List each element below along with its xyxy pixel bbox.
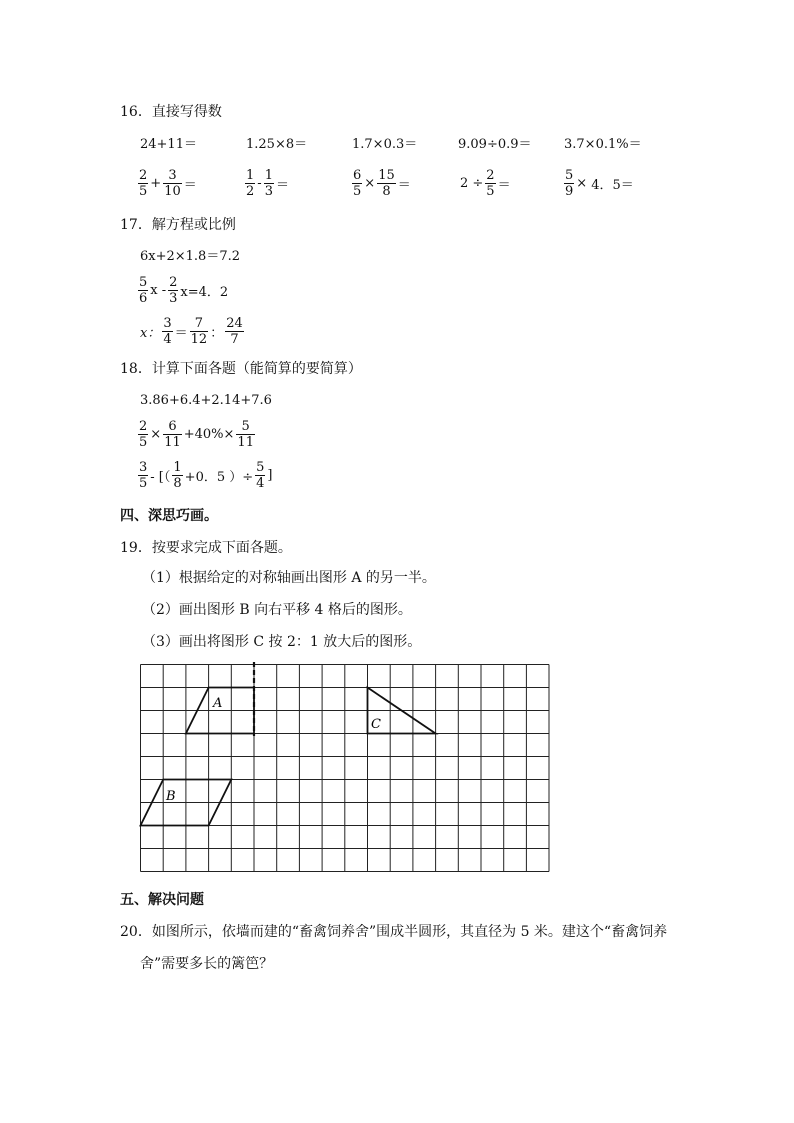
q20-line-1: 20．如图所示，依墙而建的“畜禽饲养舍”围成半圆形，其直径为 5 米。建这个“畜禽饲养 (120, 924, 668, 940)
fraction: $\frac{1}{2}$ (246, 168, 255, 199)
q18-e1: 3.86+6.4+2.14+7.6 (140, 393, 272, 408)
fraction: $\frac{6}{11}$ (164, 419, 181, 450)
q16-r1-c5: 3.7×0.1%＝ (564, 137, 642, 152)
fraction: $\frac{5}{6}$ (139, 275, 148, 306)
q16-r1-c4: 9.09÷0.9＝ (458, 137, 532, 152)
fraction: $\frac{5}{4}$ (256, 460, 265, 491)
q19-item-2: （2）画出图形 B 向右平移 4 格后的图形。 (142, 602, 412, 618)
q16-r1-c1: 24+11＝ (140, 137, 197, 152)
q17-eq1: 6x+2×1.8＝7.2 (140, 249, 241, 264)
fraction: $\frac{3}{5}$ (139, 460, 148, 491)
section-5-heading: 五、解决问题 (120, 892, 204, 908)
q16-r1-c2: 1.25×8＝ (246, 137, 308, 152)
fraction: $\frac{5}{11}$ (237, 419, 254, 450)
fraction: $\frac{1}{8}$ (173, 460, 182, 491)
q19-item-3: （3）画出将图形 C 按 2：1 放大后的图形。 (142, 634, 422, 650)
fraction: $\frac{2}{5}$ (139, 168, 148, 199)
fraction: $\frac{2}{3}$ (169, 275, 178, 306)
q16-title: 16．直接写得数 (120, 104, 222, 120)
q17-eq3: x： $\frac{3}{4}$ ＝ $\frac{7}{12}$ ： $\frac{24}{7}$ (140, 316, 243, 347)
shape-b-label: B (166, 789, 176, 804)
fraction: $\frac{6}{5}$ (353, 168, 362, 199)
q16-r1-c3: 1.7×0.3＝ (352, 137, 418, 152)
shape-c-label: C (371, 717, 381, 732)
fraction: $\frac{5}{9}$ (565, 168, 574, 199)
grid-figure (138, 662, 552, 877)
q17-title: 17．解方程或比例 (120, 217, 236, 233)
q16-r2-c1: $\frac{2}{5}$ + $\frac{3}{10}$ ＝ (139, 168, 197, 199)
q16-r2-c2: $\frac{1}{2}$ - $\frac{1}{3}$ ＝ (246, 168, 289, 199)
fraction: $\frac{7}{12}$ (190, 316, 208, 347)
q18-e3: $\frac{3}{5}$ - [（ $\frac{1}{8}$ +0．5 ）÷ $\frac{5}{4}$ ] (139, 460, 273, 491)
q18-title: 18．计算下面各题（能简算的要简算） (120, 361, 362, 377)
grid-lines (141, 665, 550, 872)
fraction: $\frac{2}{5}$ (486, 168, 495, 199)
q19-item-1: （1）根据给定的对称轴画出图形 A 的另一半。 (142, 570, 436, 586)
q17-eq2: $\frac{5}{6}$ x - $\frac{2}{3}$ x=4．2 (139, 275, 229, 306)
section-4-heading: 四、深思巧画。 (120, 508, 218, 524)
fraction: $\frac{1}{3}$ (264, 168, 273, 199)
q16-r2-c4: 2 ÷ $\frac{2}{5}$ ＝ (460, 168, 511, 199)
q16-r2-c5: $\frac{5}{9}$ × 4．5＝ (565, 168, 634, 199)
fraction: $\frac{3}{4}$ (163, 316, 172, 347)
fraction: $\frac{24}{7}$ (226, 316, 243, 347)
fraction: $\frac{15}{8}$ (378, 168, 395, 199)
q19-title: 19．按要求完成下面各题。 (120, 540, 292, 556)
q20-line-2: 舍”需要多长的篱笆？ (140, 956, 274, 972)
shape-a-label: A (213, 696, 223, 711)
q18-e2: $\frac{2}{5}$ × $\frac{6}{11}$ +40%× $\frac{5}{11}$ (139, 419, 254, 450)
fraction: $\frac{3}{10}$ (164, 168, 181, 199)
q16-r2-c3: $\frac{6}{5}$ × $\frac{15}{8}$ ＝ (353, 168, 411, 199)
fraction: $\frac{2}{5}$ (139, 419, 148, 450)
